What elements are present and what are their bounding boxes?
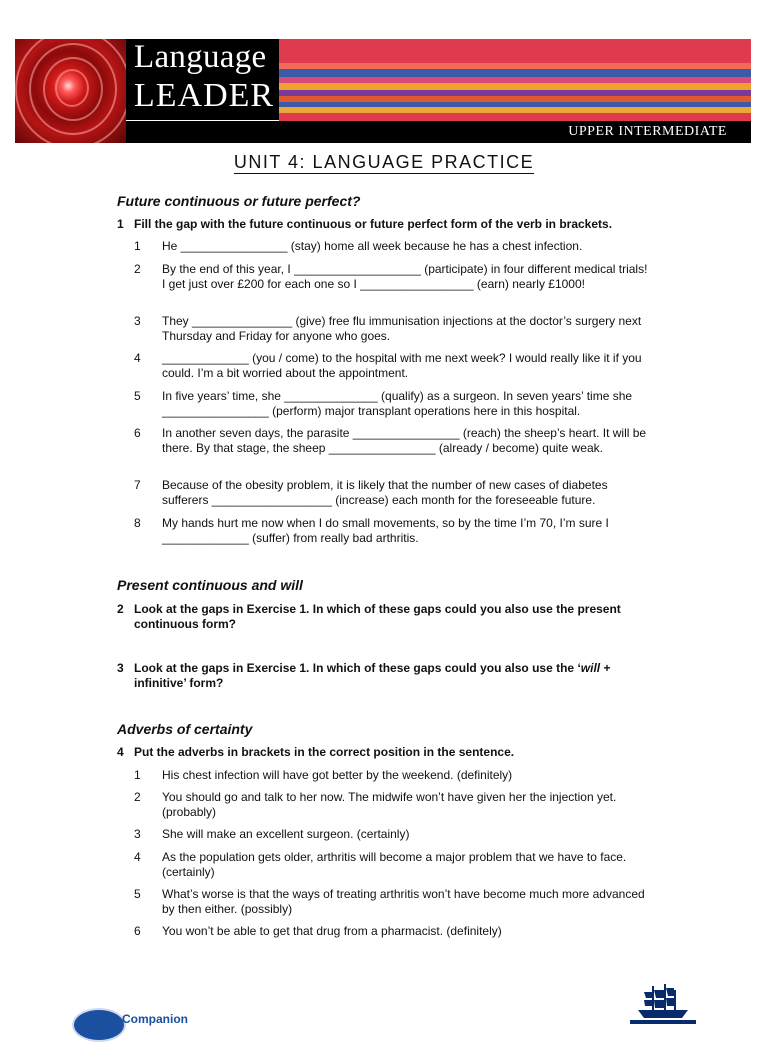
exercise-2-instruction: 2 Look at the gaps in Exercise 1. In which of these gaps could you also use the present continuous form? [117, 602, 621, 631]
logo-line-2: LEADER [134, 77, 275, 114]
exercise-1-item: 2 By the end of this year, I ___________________ (participate) in four different medical trials! I get just over £200 for each one so I _________________ (earn) nearly £1000! [134, 262, 648, 291]
exercise-1-instruction: 1 Fill the gap with the future continuous or future perfect form of the verb in brackets. [117, 217, 613, 231]
companion-logo [72, 1004, 212, 1024]
exercise-3-instruction: 3 Look at the gaps in Exercise 1. In which of these gaps could you also use the ‘will + infinitive’ form? [117, 661, 611, 690]
header-banner [15, 39, 751, 143]
section-heading-present-continuous: Present continuous and will [117, 577, 303, 593]
level-label: UPPER INTERMEDIATE [568, 124, 727, 139]
header-stripes [279, 39, 751, 121]
companion-badge-icon [72, 1008, 126, 1042]
companion-label: Companion [122, 1012, 188, 1026]
exercise-4-instruction: 4 Put the adverbs in brackets in the correct position in the sentence. [117, 745, 515, 759]
section-heading-adverbs: Adverbs of certainty [117, 721, 253, 737]
exercise-1-item: 7 Because of the obesity problem, it is likely that the number of new cases of diabetes sufferers __________________ (increase) each month for the foreseeable future. [134, 478, 608, 507]
exercise-1-item: 5 In five years’ time, she ______________ (qualify) as a surgeon. In seven years’ time she ________________ (perform) major transplant operations here in this hospital. [134, 389, 633, 418]
exercise-4-item: 3 She will make an excellent surgeon. (certainly) [134, 827, 410, 841]
exercise-1-item: 4 _____________ (you / come) to the hospital with me next week? I would really like it if you could. I’m a bit worried about the appointment. [134, 351, 642, 380]
unit-title: UNIT 4: LANGUAGE PRACTICE [233, 152, 535, 172]
header-level-bar [126, 121, 751, 143]
publisher-ship-icon [628, 984, 698, 1024]
spiral-staircase-photo [15, 39, 126, 143]
exercise-4-item: 5 What’s worse is that the ways of treating arthritis won’t have become much more advanced by then either. (possibly) [134, 887, 645, 916]
section-heading-future: Future continuous or future perfect? [117, 193, 361, 209]
exercise-4-item: 6 You won’t be able to get that drug from a pharmacist. (definitely) [134, 924, 502, 938]
exercise-1-item: 3 They _______________ (give) free flu immunisation injections at the doctor’s surgery next Thursday and Friday for anyone who goes. [134, 314, 642, 343]
exercise-4-item: 1 His chest infection will have got better by the weekend. (definitely) [134, 768, 513, 782]
exercise-4-item: 4 As the population gets older, arthritis will become a major problem that we have to face. (certainly) [134, 850, 627, 879]
exercise-1-item: 1 He ________________ (stay) home all week because he has a chest infection. [134, 239, 583, 253]
logo-line-1: Language [134, 39, 267, 75]
exercise-1-item: 8 My hands hurt me now when I do small movements, so by the time I’m 70, I’m sure I _____________ (suffer) from really bad arthritis. [134, 516, 609, 545]
exercise-4-item: 2 You should go and talk to her now. The midwife won’t have given her the injection yet. (probably) [134, 790, 617, 819]
exercise-1-item: 6 In another seven days, the parasite ________________ (reach) the sheep’s heart. It will be there. By that stage, the sheep ________________ (already / become) quite weak. [134, 426, 647, 455]
